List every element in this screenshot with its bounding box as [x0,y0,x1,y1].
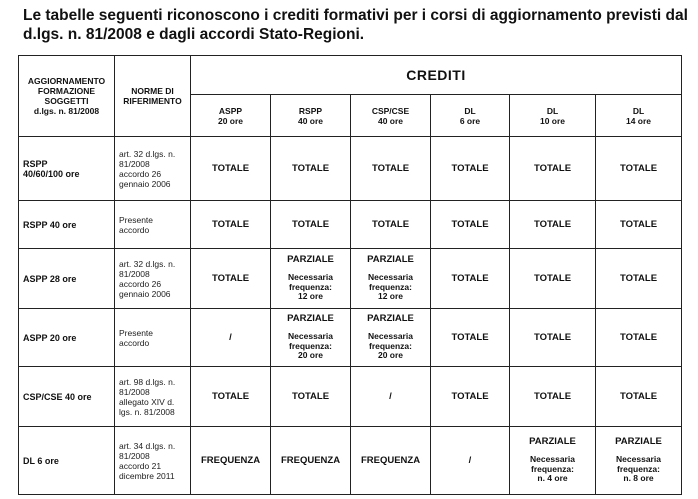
header-crediti: CREDITI [191,56,682,95]
credit-cell [191,137,271,201]
credit-cell [191,249,271,309]
table-row [19,309,682,367]
credit-status: / [468,454,472,466]
row-subject: RSPP 40/60/100 ore [19,137,115,201]
credit-cell [351,137,431,201]
row-norm: art. 32 d.lgs. n. 81/2008 accordo 26 gennaio 2006 [115,249,191,309]
credit-cell [431,367,510,427]
credit-cell [351,427,431,495]
credit-status: TOTALE [451,272,489,284]
credit-status: TOTALE [211,218,250,230]
table-row [19,427,682,495]
credit-status: TOTALE [533,272,572,284]
credit-status: PARZIALE [615,436,662,448]
table-row [19,137,682,201]
credit-cell [596,137,682,201]
credit-status: TOTALE [533,162,572,174]
credit-cell [271,137,351,201]
header-col-csp-cse-40: CSP/CSE 40 ore [351,95,431,137]
credit-cell [191,367,271,427]
credit-cell [191,427,271,495]
credit-status: / [389,390,392,402]
credit-note: Necessaria frequenza: n. 4 ore [530,454,575,484]
credit-status: TOTALE [533,390,572,402]
credit-status: TOTALE [619,390,658,402]
credit-status: TOTALE [451,218,489,230]
credit-cell [271,367,351,427]
credit-status: PARZIALE [529,436,576,448]
credit-status: TOTALE [211,162,250,174]
row-norm: art. 32 d.lgs. n. 81/2008 accordo 26 gennaio 2006 [115,137,191,201]
credit-cell [351,367,431,427]
credit-note: Necessaria frequenza: 20 ore [288,331,333,361]
credit-status: TOTALE [533,218,572,230]
header-col-dl-14: DL 14 ore [596,95,682,137]
credit-status: TOTALE [451,331,489,343]
credit-status: TOTALE [371,218,410,230]
credit-status: TOTALE [533,331,572,343]
credits-table-body [19,137,682,495]
credit-note: Necessaria frequenza: n. 8 ore [616,454,661,484]
row-subject: CSP/CSE 40 ore [19,367,115,427]
credit-cell [351,201,431,249]
credit-note: Necessaria frequenza: 20 ore [368,331,413,361]
header-col-dl-10: DL 10 ore [510,95,596,137]
credit-note: Necessaria frequenza: 12 ore [288,272,333,302]
row-subject: ASPP 28 ore [19,249,115,309]
credit-status: TOTALE [291,390,330,402]
credit-cell [431,309,510,367]
credit-cell [596,367,682,427]
credit-status: TOTALE [619,272,658,284]
credit-cell [510,309,596,367]
credit-cell [510,249,596,309]
credit-cell [510,137,596,201]
header-norms: NORME DI RIFERIMENTO [115,56,191,137]
header-subjects: AGGIORNAMENTO FORMAZIONE SOGGETTI d.lgs. n. 81/2008 [19,56,115,137]
credits-table-wrapper [18,55,682,495]
credit-cell [431,137,510,201]
credit-status: PARZIALE [367,313,414,325]
credit-note: Necessaria frequenza: 12 ore [368,272,413,302]
credit-status: TOTALE [291,162,330,174]
row-subject: RSPP 40 ore [19,201,115,249]
credit-status: PARZIALE [287,254,334,266]
row-norm: Presente accordo [115,201,191,249]
credit-cell [271,427,351,495]
credit-cell [510,201,596,249]
credit-status: TOTALE [371,162,410,174]
table-row [19,367,682,427]
header-col-rspp-40: RSPP 40 ore [271,95,351,137]
row-norm: art. 98 d.lgs. n. 81/2008 allegato XIV d. lgs. n. 81/2008 [115,367,191,427]
header-col-dl-6: DL 6 ore [431,95,510,137]
credit-status: TOTALE [619,331,658,343]
table-row [19,201,682,249]
intro-paragraph: Le tabelle seguenti riconoscono i crediti formativi per i corsi di aggiornamento previsti dal d.lgs. n. 81/2008 e dagli accordi Stato-Regioni. [23,7,688,43]
table-row [19,249,682,309]
credit-cell [351,249,431,309]
credit-status: TOTALE [211,390,250,402]
credit-status: FREQUENZA [360,454,421,466]
row-subject: ASPP 20 ore [19,309,115,367]
credit-status: / [229,331,232,343]
credit-status: TOTALE [211,272,250,284]
credit-cell [191,201,271,249]
credit-status: TOTALE [451,390,489,402]
credit-cell [191,309,271,367]
credit-status: TOTALE [451,162,489,174]
credit-cell [596,309,682,367]
credit-cell [431,249,510,309]
credit-status: TOTALE [291,218,330,230]
row-norm: art. 34 d.lgs. n. 81/2008 accordo 21 dicembre 2011 [115,427,191,495]
credit-cell [596,249,682,309]
credits-table [18,55,682,495]
credit-cell [510,427,596,495]
credit-status: TOTALE [619,162,658,174]
credit-cell [431,201,510,249]
credit-cell [510,367,596,427]
credit-cell [271,249,351,309]
credit-cell [271,201,351,249]
credit-status: TOTALE [619,218,658,230]
credit-cell [431,427,510,495]
credit-status: PARZIALE [287,313,334,325]
credit-cell [271,309,351,367]
credit-status: FREQUENZA [280,454,341,466]
row-subject: DL 6 ore [19,427,115,495]
row-norm: Presente accordo [115,309,191,367]
credit-cell [596,201,682,249]
credit-status: FREQUENZA [200,454,261,466]
credit-status: PARZIALE [367,254,414,266]
header-col-aspp-20: ASPP 20 ore [191,95,271,137]
credit-cell [596,427,682,495]
credit-cell [351,309,431,367]
